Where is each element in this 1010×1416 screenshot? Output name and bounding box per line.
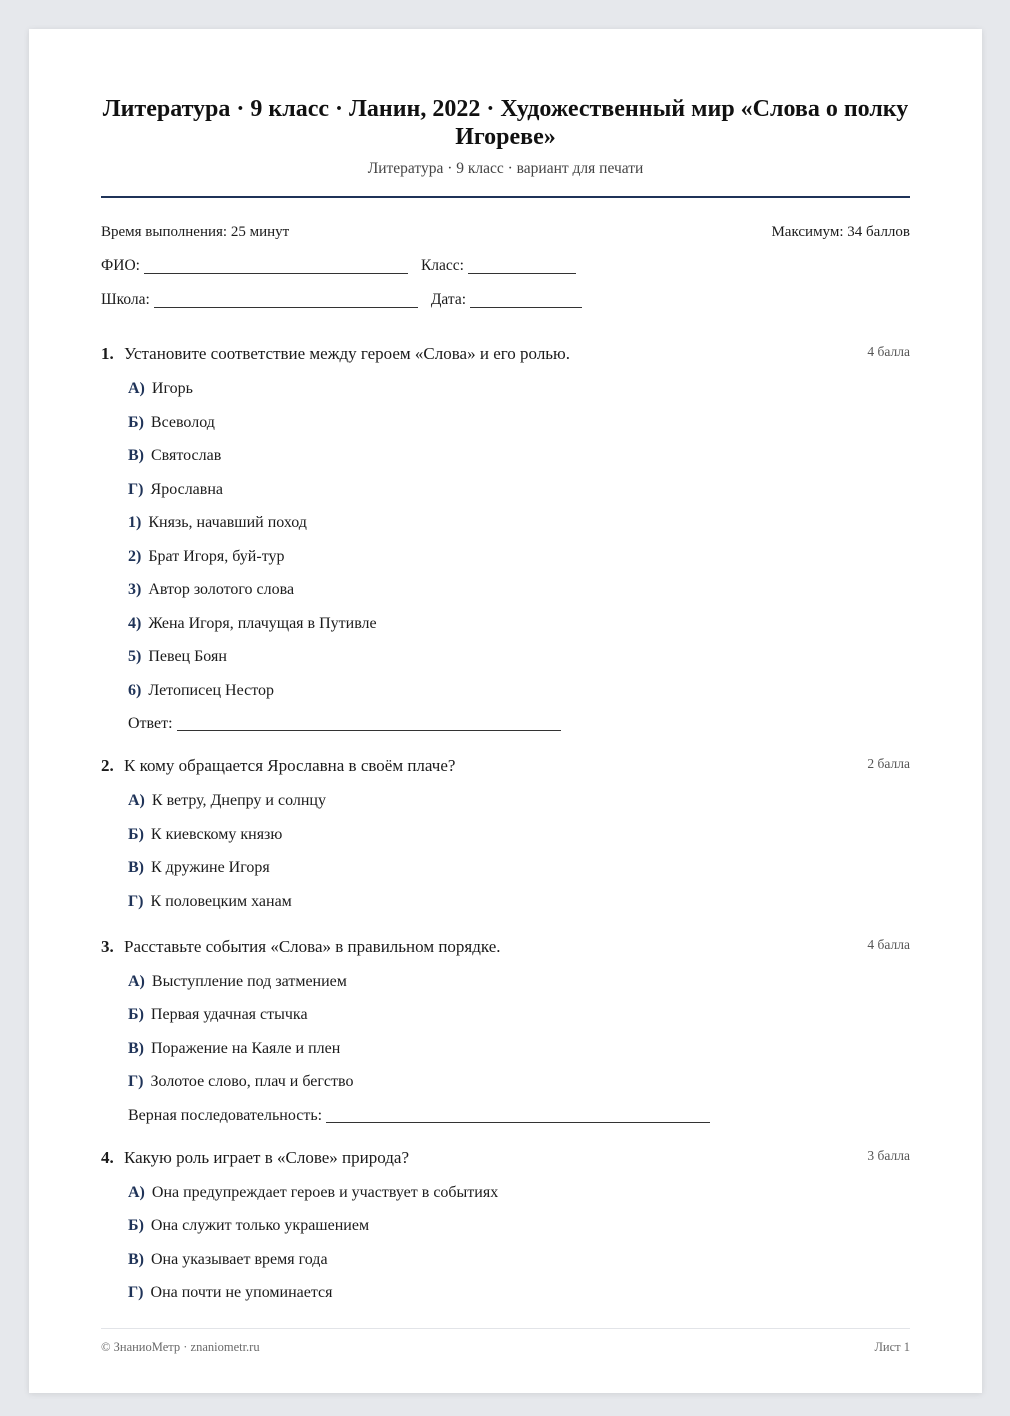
option-item	[128, 379, 910, 399]
option-letter: Г)	[128, 1284, 144, 1301]
option-item	[128, 1283, 910, 1303]
options-list	[101, 379, 910, 734]
option-text: Ярославна	[150, 480, 223, 498]
option-item	[128, 1183, 910, 1203]
answer-field[interactable]	[177, 716, 561, 731]
answer-row	[128, 714, 910, 734]
option-letter: 3)	[128, 581, 142, 598]
option-item	[128, 681, 910, 701]
option-letter: 4)	[128, 614, 142, 632]
option-letter: Б)	[128, 1217, 144, 1234]
option-letter: 1)	[128, 514, 142, 531]
option-letter: 5)	[128, 648, 142, 665]
option-text: Выступление под затмением	[151, 972, 347, 990]
option-letter: А)	[128, 380, 145, 397]
answer-row	[128, 1106, 910, 1126]
option-item	[128, 547, 910, 567]
option-letter: В)	[128, 447, 144, 464]
option-text: К ветру, Днепру и солнцу	[151, 792, 326, 809]
school-field[interactable]	[154, 293, 418, 308]
option-text: Всеволод	[150, 413, 215, 431]
question-text: Расставьте события «Слова» в правильном порядке.	[124, 936, 501, 956]
question-header	[101, 1148, 910, 1168]
date-label: Дата:	[430, 291, 467, 308]
fio-field[interactable]	[144, 259, 408, 274]
class-field[interactable]	[468, 259, 576, 274]
option-letter: А)	[128, 1183, 145, 1201]
option-letter: В)	[128, 1039, 144, 1057]
fio-class-row	[101, 257, 910, 274]
option-text: Брат Игоря, буй-тур	[148, 547, 285, 565]
meta-row	[101, 224, 910, 240]
option-text: Она почти не упоминается	[150, 1284, 333, 1301]
question-3	[101, 937, 910, 1126]
question-header	[101, 756, 910, 776]
option-item	[128, 791, 910, 811]
question-points: 4 балла	[867, 936, 910, 952]
option-letter: Б)	[128, 413, 144, 431]
option-text: К киевскому князю	[150, 825, 283, 843]
option-letter: А)	[128, 792, 145, 809]
answer-label: Верная последовательность:	[128, 1106, 323, 1124]
option-letter: Г)	[128, 480, 144, 498]
option-item	[128, 580, 910, 600]
option-text: Автор золотого слова	[148, 581, 295, 598]
page-footer	[101, 1340, 910, 1355]
option-letter: Г)	[128, 892, 144, 910]
option-item	[128, 513, 910, 533]
option-text: Поражение на Каяле и плен	[151, 1039, 341, 1057]
answer-field[interactable]	[326, 1108, 710, 1123]
option-text: Первая удачная стычка	[150, 1006, 308, 1023]
page-title: Литература · 9 класс · Ланин, 2022 · Художественный мир «Слова о полку Игореве»	[102, 96, 909, 150]
school-label: Школа:	[101, 291, 150, 308]
option-text: Игорь	[151, 380, 193, 397]
option-item	[128, 1005, 910, 1025]
option-text: Жена Игоря, плачущая в Путивле	[148, 614, 377, 632]
option-item	[128, 446, 910, 466]
worksheet-page	[29, 29, 982, 1393]
option-text: Она предупреждает героев и участвует в событиях	[151, 1183, 499, 1201]
option-item	[128, 647, 910, 667]
option-text: Она служит только украшением	[150, 1217, 370, 1234]
option-letter: В)	[128, 1250, 144, 1268]
date-field[interactable]	[470, 293, 582, 308]
header-divider	[101, 196, 910, 198]
question-text: Какую роль играет в «Слове» природа?	[124, 1147, 409, 1167]
question-1	[101, 344, 910, 734]
question-2	[101, 756, 910, 912]
option-item	[128, 1072, 910, 1092]
option-letter: 2)	[128, 547, 142, 565]
max-score: Максимум: 34 баллов	[771, 224, 910, 240]
option-text: Она указывает время года	[151, 1250, 328, 1268]
option-text: К половецким ханам	[150, 892, 292, 910]
option-item	[128, 1039, 910, 1059]
question-number: 2.	[101, 756, 114, 775]
page-content	[101, 29, 910, 1393]
option-letter: Б)	[128, 1006, 144, 1023]
option-letter: В)	[128, 859, 144, 876]
options-list	[101, 791, 910, 912]
page-subtitle: Литература · 9 класс · вариант для печати	[367, 160, 644, 177]
option-item	[128, 858, 910, 878]
time-limit: Время выполнения: 25 минут	[101, 224, 290, 240]
question-text: К кому обращается Ярославна в своём плаче?	[124, 756, 456, 775]
answer-label: Ответ:	[128, 715, 173, 732]
option-text: Золотое слово, плач и бегство	[150, 1073, 354, 1090]
question-header	[101, 344, 910, 364]
footer-copyright: © ЗнаниоМетр · znaniometr.ru	[101, 1340, 260, 1354]
option-item	[128, 825, 910, 845]
question-points: 2 балла	[867, 756, 910, 771]
options-list	[101, 972, 910, 1126]
option-item	[128, 1250, 910, 1270]
option-item	[128, 614, 910, 634]
options-list	[101, 1183, 910, 1304]
question-number: 4.	[101, 1147, 114, 1167]
class-label: Класс:	[420, 257, 464, 274]
option-letter: Б)	[128, 825, 144, 843]
option-text: К дружине Игоря	[151, 859, 270, 876]
question-4	[101, 1148, 910, 1304]
option-item	[128, 892, 910, 912]
option-letter: А)	[128, 972, 145, 990]
option-text: Певец Боян	[148, 648, 227, 665]
option-item	[128, 480, 910, 500]
question-text: Установите соответствие между героем «Слова» и его ролью.	[124, 344, 571, 363]
option-text: Князь, начавший поход	[148, 514, 307, 531]
school-date-row	[101, 291, 910, 308]
option-item	[128, 413, 910, 433]
option-item	[128, 1216, 910, 1236]
question-number: 1.	[101, 344, 114, 363]
question-points: 3 балла	[867, 1147, 910, 1163]
question-points: 4 балла	[867, 344, 910, 359]
footer-divider	[101, 1328, 910, 1329]
option-letter: 6)	[128, 681, 142, 699]
question-header	[101, 937, 910, 957]
question-number: 3.	[101, 936, 114, 956]
option-item	[128, 972, 910, 992]
option-text: Святослав	[151, 447, 222, 464]
footer-page-number: Лист 1	[874, 1340, 910, 1354]
option-text: Летописец Нестор	[148, 681, 274, 699]
option-letter: Г)	[128, 1073, 144, 1090]
fio-label: ФИО:	[101, 257, 140, 274]
